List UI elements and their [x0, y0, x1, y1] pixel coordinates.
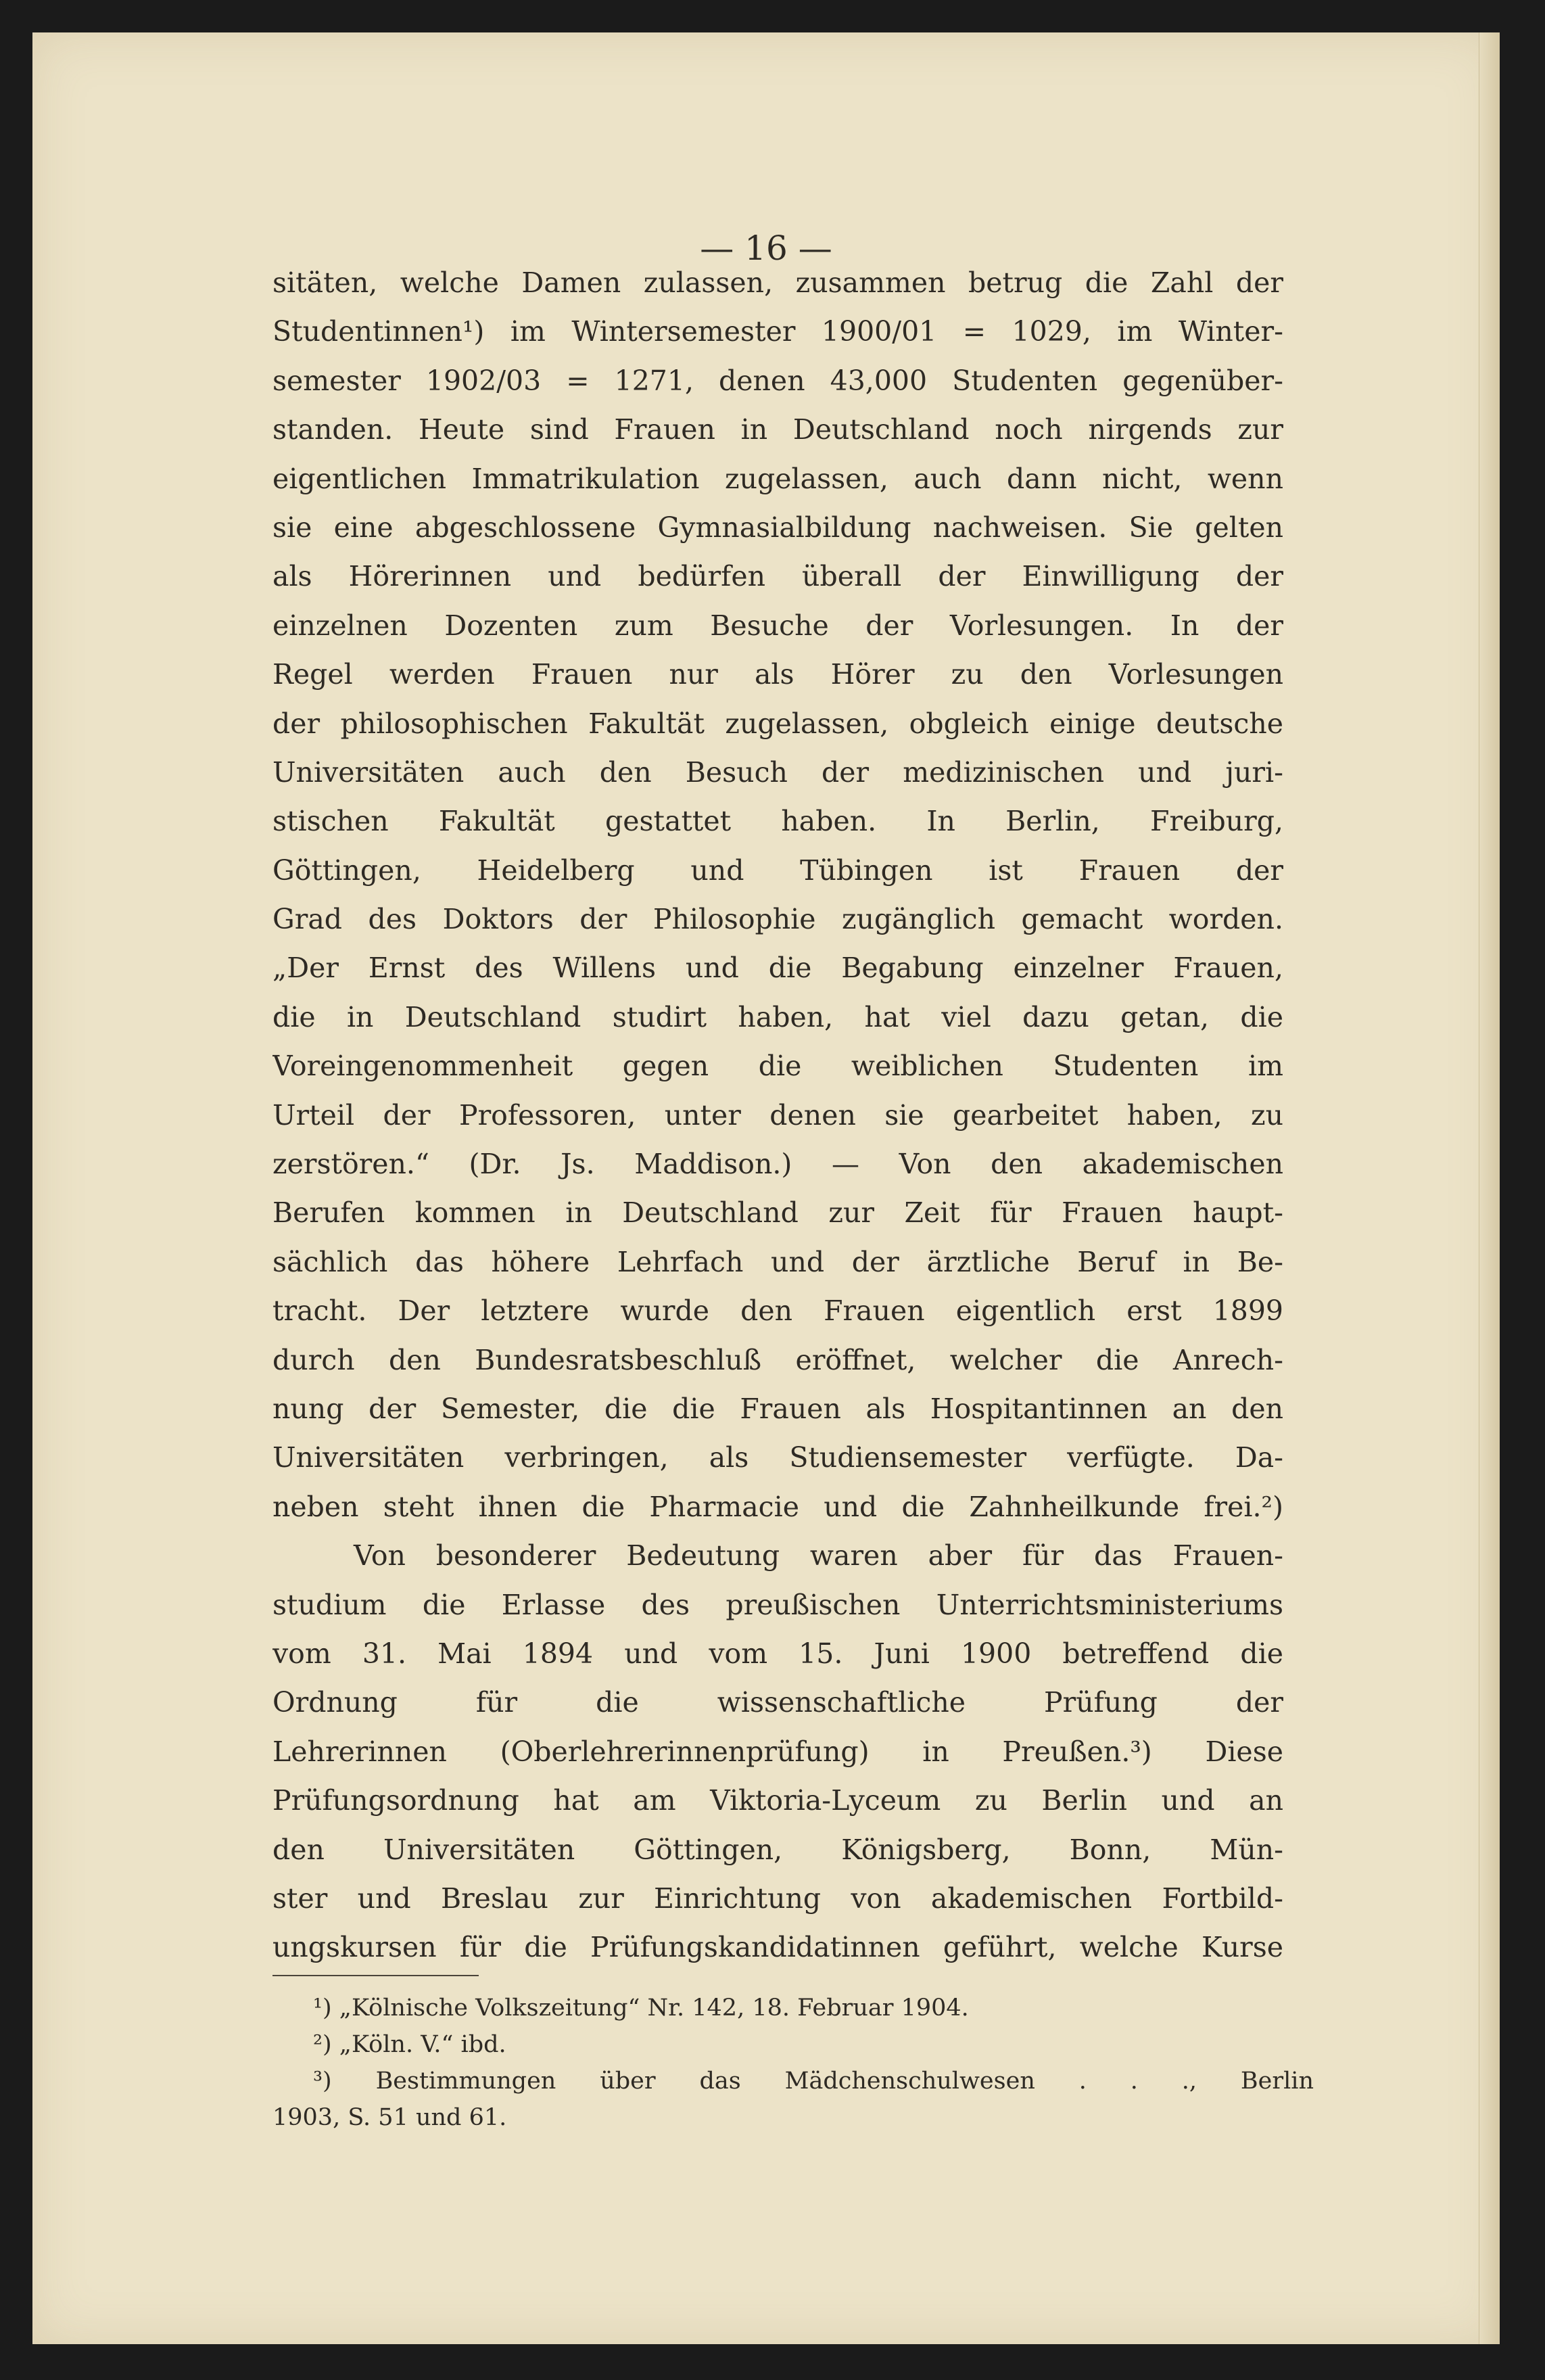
text-line: Lehrerinnen (Oberlehrerinnenprüfung) in Preußen.³) Diese: [272, 1735, 1283, 1768]
text-line: Voreingenommenheit gegen die weiblichen Studenten im: [272, 1050, 1283, 1083]
text-line: standen. Heute sind Frauen in Deutschland noch nirgends zur: [272, 413, 1283, 446]
text-line: sie eine abgeschlossene Gymnasialbildung nachweisen. Sie gelten: [272, 511, 1283, 544]
text-line: Grad des Doktors der Philosophie zugänglich gemacht worden.: [272, 903, 1283, 936]
text-line: Regel werden Frauen nur als Hörer zu den Vorlesungen: [272, 658, 1283, 691]
paragraph-start-line: Von besonderer Bedeutung waren aber für das Frauen-: [354, 1539, 1283, 1572]
footnotes: [272, 1990, 1314, 2136]
text-line: Universitäten verbringen, als Studiensemester verfügte. Da-: [272, 1441, 1283, 1474]
text-line: einzelnen Dozenten zum Besuche der Vorlesungen. In der: [272, 609, 1283, 642]
text-line: semester 1902/03 = 1271, denen 43,000 Studenten gegenüber-: [272, 364, 1283, 397]
text-line: die in Deutschland studirt haben, hat viel dazu getan, die: [272, 1000, 1283, 1033]
text-line: nung der Semester, die die Frauen als Hospitantinnen an den: [272, 1392, 1283, 1425]
text-line: ungskursen für die Prüfungskandidatinnen geführt, welche Kurse: [272, 1931, 1283, 1964]
text-line: tracht. Der letztere wurde den Frauen eigentlich erst 1899: [272, 1294, 1283, 1328]
text-line: durch den Bundesratsbeschluß eröffnet, welcher die Anrech-: [272, 1343, 1283, 1376]
text-line: den Universitäten Göttingen, Königsberg, Bonn, Mün-: [272, 1833, 1283, 1866]
text-line: Universitäten auch den Besuch der medizinischen und juri-: [272, 755, 1283, 789]
footnote-1: ¹) „Kölnische Volkszeitung“ Nr. 142, 18. Februar 1904.: [313, 1994, 969, 2022]
footnote-3-continuation: 1903, S. 51 und 61.: [272, 2104, 507, 2131]
text-line: vom 31. Mai 1894 und vom 15. Juni 1900 betreffend die: [272, 1637, 1283, 1670]
text-line: eigentlichen Immatrikulation zugelassen, auch dann nicht, wenn: [272, 462, 1283, 495]
text-line: Göttingen, Heidelberg und Tübingen ist Frauen der: [272, 854, 1283, 887]
text-line: Ordnung für die wissenschaftliche Prüfung der: [272, 1686, 1283, 1719]
text-line: neben steht ihnen die Pharmacie und die Zahnheilkunde frei.²): [272, 1490, 1283, 1523]
text-line: „Der Ernst des Willens und die Begabung einzelner Frauen,: [272, 952, 1283, 985]
text-line: Prüfungsordnung hat am Viktoria-Lyceum zu Berlin und an: [272, 1784, 1283, 1817]
text-line: als Hörerinnen und bedürfen überall der Einwilligung der: [272, 560, 1283, 593]
text-line: ster und Breslau zur Einrichtung von akademischen Fortbild-: [272, 1882, 1283, 1915]
text-line: zerstören.“ (Dr. Js. Maddison.) — Von den akademischen: [272, 1148, 1283, 1181]
text-line: Urteil der Professoren, unter denen sie gearbeitet haben, zu: [272, 1098, 1283, 1131]
text-line: stischen Fakultät gestattet haben. In Berlin, Freiburg,: [272, 805, 1283, 838]
page-number: — 16 —: [700, 229, 832, 268]
footnote-3: ³) Bestimmungen über das Mädchenschulwesen . . ., Berlin: [313, 2068, 1314, 2095]
text-line: studium die Erlasse des preußischen Unterrichtsministeriums: [272, 1588, 1283, 1621]
text-line: sitäten, welche Damen zulassen, zusammen betrug die Zahl der: [272, 266, 1283, 299]
footnote-2: ²) „Köln. V.“ ibd.: [313, 2031, 506, 2058]
body-text: [272, 258, 1283, 1972]
footnote-divider: [272, 1975, 479, 1976]
text-line: sächlich das höhere Lehrfach und der ärztliche Beruf in Be-: [272, 1245, 1283, 1278]
page-edge: [1479, 32, 1500, 2344]
text-line: Berufen kommen in Deutschland zur Zeit für Frauen haupt-: [272, 1196, 1283, 1230]
text-line: der philosophischen Fakultät zugelassen, obgleich einige deutsche: [272, 707, 1283, 740]
text-line: Studentinnen¹) im Wintersemester 1900/01 = 1029, im Winter-: [272, 315, 1283, 348]
